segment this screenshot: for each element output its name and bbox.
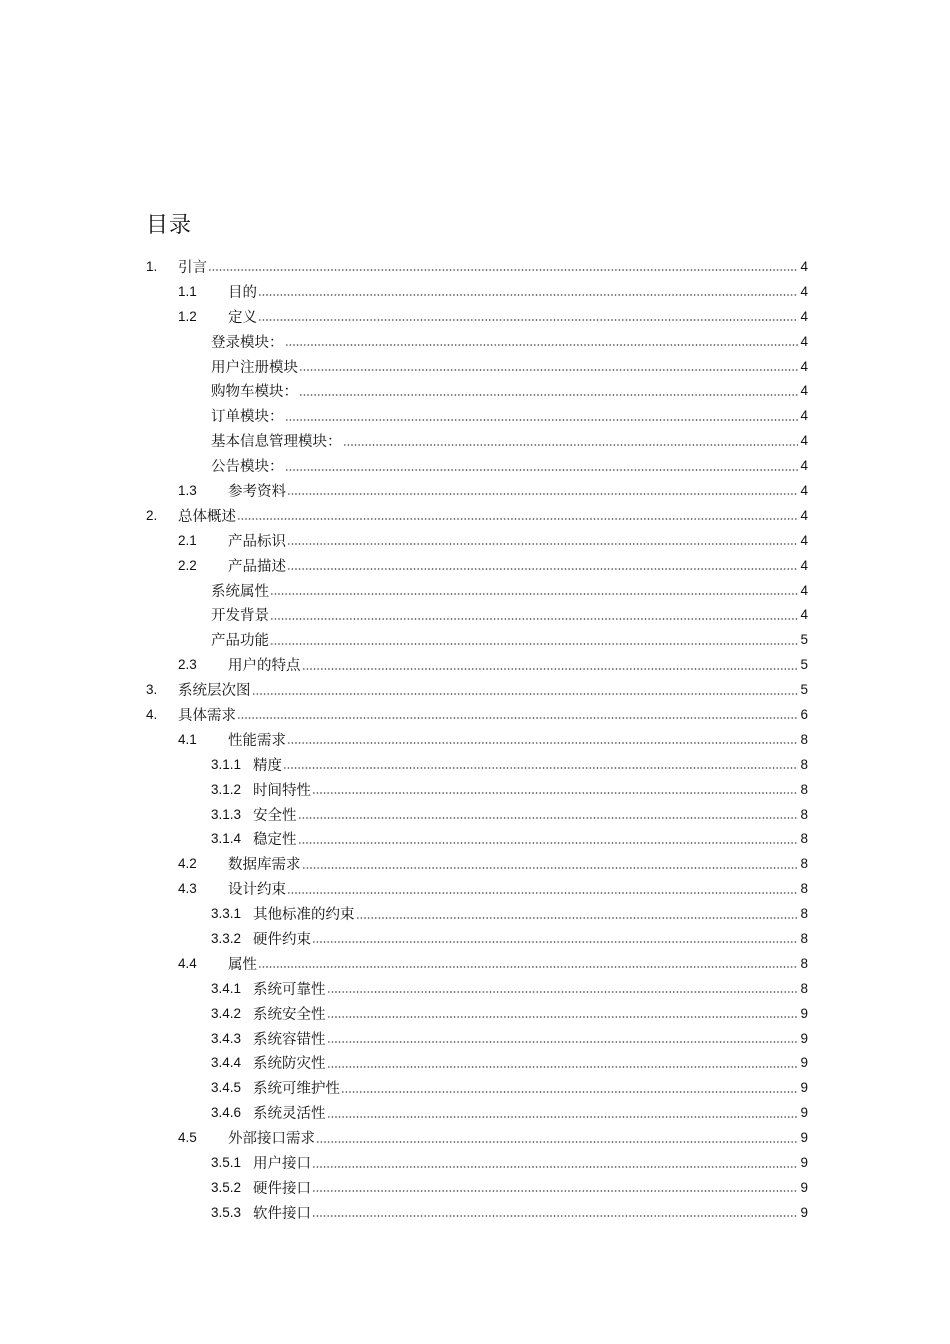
toc-entry-page: 9 (800, 1080, 808, 1096)
toc-entry[interactable] (146, 254, 808, 279)
toc-entry-page: 4 (800, 333, 808, 349)
toc-list (146, 254, 808, 1225)
toc-entry-page: 4 (800, 383, 808, 399)
toc-entry[interactable] (146, 1125, 808, 1150)
dot-leader (327, 1065, 799, 1069)
toc-entry-title: 其他标准的约束 (253, 907, 355, 924)
dot-leader (258, 318, 798, 322)
toc-entry-title: 外部接口需求 (228, 1131, 315, 1148)
toc-entry-number: 1.3 (178, 482, 197, 498)
toc-entry[interactable] (146, 354, 808, 379)
toc-entry-title: 系统防灾性 (253, 1056, 326, 1073)
toc-entry[interactable] (146, 652, 808, 677)
toc-entry-number: 2.2 (178, 557, 197, 573)
toc-entry-title: 目的 (228, 284, 257, 301)
toc-entry-number: 3.3.1 (211, 906, 242, 922)
toc-entry-number: 4. (146, 706, 158, 722)
toc-entry-title: 产品功能 (211, 633, 269, 650)
dot-leader (287, 492, 798, 496)
dot-leader (302, 866, 799, 870)
dot-leader (285, 343, 799, 347)
dot-leader (298, 816, 799, 820)
dot-leader (270, 617, 798, 621)
dot-leader (302, 667, 799, 671)
toc-entry[interactable] (146, 279, 808, 304)
toc-entry-page: 4 (800, 458, 808, 474)
toc-entry-title: 系统安全性 (253, 1006, 326, 1023)
toc-entry[interactable] (146, 428, 808, 453)
toc-entry-page: 8 (800, 881, 808, 897)
toc-entry-page: 8 (800, 930, 808, 946)
toc-entry-title: 系统灵活性 (253, 1106, 326, 1123)
toc-entry-number: 4.5 (178, 1130, 197, 1146)
toc-entry-number: 1.1 (178, 283, 197, 299)
toc-entry-title: 系统属性 (211, 583, 269, 600)
toc-entry-title: 产品标识 (228, 533, 286, 550)
toc-entry-page: 4 (800, 433, 808, 449)
toc-entry-number: 4.1 (178, 731, 197, 747)
dot-leader (237, 716, 798, 720)
toc-entry[interactable] (146, 378, 808, 403)
toc-entry-number: 3.4.6 (211, 1105, 242, 1121)
toc-entry-page: 9 (800, 1130, 808, 1146)
toc-entry-number: 3.1.1 (211, 756, 242, 772)
toc-entry[interactable] (146, 1175, 808, 1200)
toc-entry-number: 3.4.5 (211, 1080, 242, 1096)
toc-entry[interactable] (146, 1150, 808, 1175)
toc-entry-page: 9 (800, 1055, 808, 1071)
toc-entry-page: 4 (800, 532, 808, 548)
toc-entry-number: 4.2 (178, 856, 197, 872)
toc-entry-page: 8 (800, 955, 808, 971)
dot-leader (252, 692, 799, 696)
toc-entry-number: 3.4.2 (211, 1005, 242, 1021)
toc-entry-title: 参考资料 (228, 483, 286, 500)
dot-leader (258, 965, 798, 969)
toc-entry-title: 稳定性 (253, 832, 297, 849)
toc-entry-page: 5 (800, 657, 808, 673)
dot-leader (299, 393, 798, 397)
toc-entry[interactable] (146, 951, 808, 976)
toc-entry-title: 开发背景 (211, 608, 269, 625)
toc-entry-page: 8 (800, 980, 808, 996)
toc-entry-page: 4 (800, 482, 808, 498)
toc-entry[interactable] (146, 702, 808, 727)
toc-entry-page: 4 (800, 358, 808, 374)
toc-entry-title: 定义 (228, 309, 257, 326)
dot-leader (298, 841, 799, 845)
toc-entry-number: 3. (146, 682, 158, 698)
toc-entry[interactable] (146, 578, 808, 603)
toc-entry-page: 4 (800, 557, 808, 573)
dot-leader (327, 1015, 799, 1019)
toc-entry-page: 8 (800, 756, 808, 772)
toc-entry-page: 8 (800, 856, 808, 872)
toc-entry[interactable] (146, 553, 808, 578)
toc-entry[interactable] (146, 403, 808, 428)
toc-entry[interactable] (146, 777, 808, 802)
toc-entry-page: 9 (800, 1105, 808, 1121)
toc-entry-page: 8 (800, 731, 808, 747)
toc-entry-page: 4 (800, 283, 808, 299)
toc-entry-title: 精度 (253, 757, 282, 774)
toc-entry-number: 1.2 (178, 308, 197, 324)
toc-entry-page: 9 (800, 1179, 808, 1195)
toc-entry-title: 安全性 (253, 807, 297, 824)
dot-leader (237, 517, 798, 521)
dot-leader (343, 443, 799, 447)
toc-entry-page: 8 (800, 831, 808, 847)
dot-leader (287, 891, 798, 895)
toc-entry-page: 4 (800, 507, 808, 523)
dot-leader (270, 592, 798, 596)
toc-entry-number: 2.1 (178, 532, 197, 548)
toc-entry[interactable] (146, 752, 808, 777)
dot-leader (327, 1115, 799, 1119)
toc-entry-title: 用户的特点 (228, 658, 301, 675)
dot-leader (285, 418, 799, 422)
toc-entry[interactable] (146, 1200, 808, 1225)
toc-entry-page: 8 (800, 906, 808, 922)
toc-entry-title: 总体概述 (178, 508, 236, 525)
toc-entry-number: 3.1.3 (211, 806, 242, 822)
dot-leader (287, 741, 798, 745)
dot-leader (341, 1090, 798, 1094)
toc-entry-title: 软件接口 (253, 1205, 311, 1222)
toc-entry[interactable] (146, 876, 808, 901)
dot-leader (327, 1040, 799, 1044)
dot-leader (287, 567, 798, 571)
dot-leader (283, 766, 798, 770)
toc-entry-number: 3.3.2 (211, 930, 242, 946)
toc-entry-number: 3.4.4 (211, 1055, 242, 1071)
dot-leader (356, 916, 799, 920)
toc-entry-number: 1. (146, 258, 158, 274)
toc-entry-title: 用户注册模块 (211, 359, 298, 376)
toc-entry[interactable] (146, 826, 808, 851)
toc-entry-page: 6 (800, 706, 808, 722)
toc-title: 目录 (146, 213, 193, 238)
toc-entry-number: 4.3 (178, 881, 197, 897)
toc-entry-page: 4 (800, 582, 808, 598)
toc-entry[interactable] (146, 602, 808, 627)
toc-entry-page: 4 (800, 607, 808, 623)
toc-entry[interactable] (146, 503, 808, 528)
dot-leader (316, 1140, 798, 1144)
toc-entry[interactable] (146, 1001, 808, 1026)
toc-entry[interactable] (146, 802, 808, 827)
toc-entry-title: 引言 (178, 259, 207, 276)
toc-entry[interactable] (146, 727, 808, 752)
toc-entry-title: 具体需求 (178, 707, 236, 724)
toc-entry-title: 系统层次图 (178, 683, 251, 700)
dot-leader (287, 542, 798, 546)
toc-entry-page: 9 (800, 1155, 808, 1170)
toc-entry-number: 4.4 (178, 955, 197, 971)
toc-entry[interactable] (146, 1075, 808, 1100)
toc-entry-title: 产品描述 (228, 558, 286, 575)
toc-entry-title: 时间特性 (253, 782, 311, 799)
toc-entry-title: 用户接口 (253, 1156, 311, 1172)
toc-entry-title: 性能需求 (228, 732, 286, 749)
toc-entry-number: 3.4.1 (211, 980, 242, 996)
toc-entry[interactable] (146, 1026, 808, 1051)
dot-leader (312, 1165, 798, 1169)
toc-entry-title: 数据库需求 (228, 857, 301, 874)
toc-entry-number: 3.1.2 (211, 781, 242, 797)
toc-entry-title: 设计约束 (228, 882, 286, 899)
dot-leader (299, 368, 798, 372)
toc-entry-page: 4 (800, 258, 808, 274)
dot-leader (312, 791, 798, 795)
toc-entry-title: 公告模块： (211, 459, 284, 476)
dot-leader (270, 642, 798, 646)
toc-entry-page: 5 (800, 632, 808, 648)
toc-entry-number: 2.3 (178, 657, 197, 673)
toc-entry-title: 基本信息管理模块： (211, 434, 342, 451)
toc-entry-page: 5 (800, 682, 808, 698)
toc-entry-page: 4 (800, 408, 808, 424)
toc-entry[interactable] (146, 304, 808, 329)
toc-entry-number: 3.5.2 (211, 1179, 242, 1195)
toc-entry-number: 3.1.4 (211, 831, 242, 847)
toc-entry-number: 2. (146, 507, 158, 523)
dot-leader (327, 990, 799, 994)
toc-entry-title: 硬件约束 (253, 931, 311, 948)
toc-entry-title: 系统可维护性 (253, 1081, 340, 1098)
toc-entry[interactable] (146, 901, 808, 926)
toc-entry-number: 3.4.3 (211, 1030, 242, 1046)
toc-entry[interactable] (146, 329, 808, 354)
dot-leader (312, 1189, 798, 1193)
toc-entry[interactable] (146, 677, 808, 702)
toc-entry-page: 4 (800, 308, 808, 324)
dot-leader (208, 268, 798, 272)
toc-entry-title: 系统可靠性 (253, 981, 326, 998)
dot-leader (312, 1214, 798, 1218)
toc-entry-number: 3.5.1 (211, 1155, 242, 1170)
toc-entry[interactable] (146, 478, 808, 503)
toc-entry[interactable] (146, 528, 808, 553)
toc-entry[interactable] (146, 926, 808, 951)
toc-entry-page: 8 (800, 806, 808, 822)
toc-entry-page: 9 (800, 1030, 808, 1046)
toc-entry-page: 8 (800, 781, 808, 797)
toc-entry[interactable] (146, 453, 808, 478)
toc-entry[interactable] (146, 627, 808, 652)
toc-entry[interactable] (146, 851, 808, 876)
toc-entry-number: 3.5.3 (211, 1204, 242, 1220)
toc-entry-title: 硬件接口 (253, 1180, 311, 1197)
toc-entry-title: 订单模块： (211, 409, 284, 426)
toc-entry-title: 登录模块： (211, 334, 284, 351)
dot-leader (285, 468, 799, 472)
toc-entry-title: 属性 (228, 956, 257, 973)
toc-entry-title: 系统容错性 (253, 1031, 326, 1048)
dot-leader (258, 293, 798, 297)
dot-leader (312, 940, 798, 944)
toc-entry[interactable] (146, 976, 808, 1001)
toc-entry-page: 9 (800, 1005, 808, 1021)
toc-entry[interactable] (146, 1051, 808, 1076)
toc-entry[interactable] (146, 1100, 808, 1125)
toc-entry-title: 购物车模块： (211, 384, 298, 401)
toc-entry-page: 9 (800, 1204, 808, 1220)
